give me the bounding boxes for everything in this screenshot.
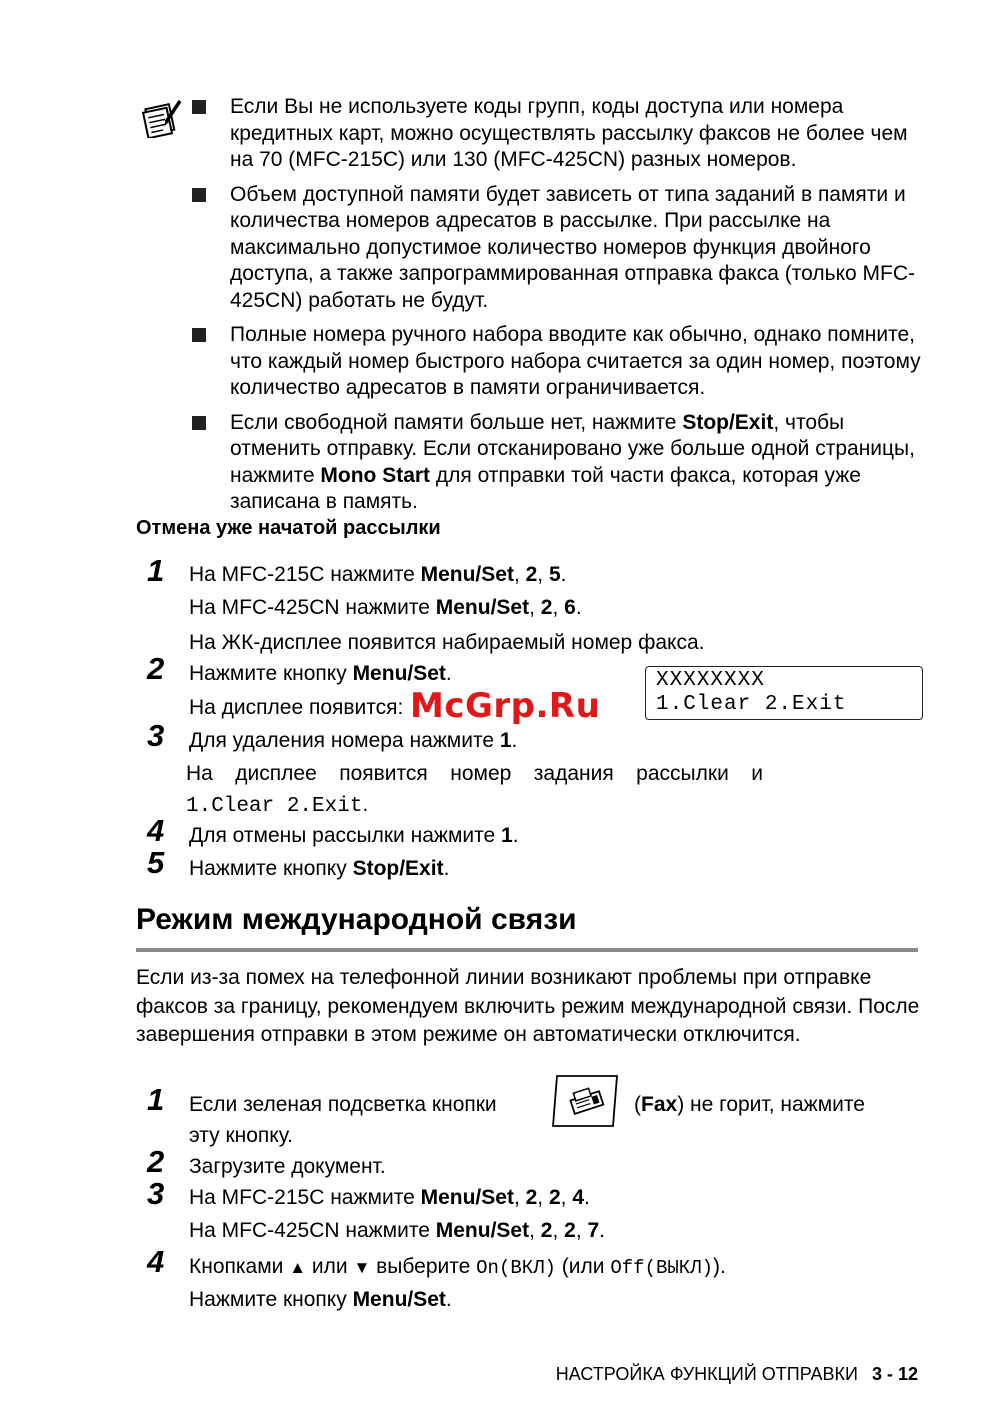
fax-button-icon (551, 1074, 619, 1128)
lcd-line-1: XXXXXXXX (656, 669, 765, 692)
step-line: Кнопками ▲ или ▼ выберите On(ВКЛ) (или Off(ВЫКЛ)). (189, 1255, 726, 1279)
step-number: 2 (147, 1144, 165, 1179)
step-line: На MFC-215C нажмите Menu/Set, 2, 2, 4. (189, 1186, 590, 1209)
page-footer (0, 1364, 918, 1385)
section-title: Режим международной связи (136, 903, 577, 936)
lcd-display (645, 666, 923, 720)
step-number: 1 (147, 1082, 165, 1117)
lcd-line-2: 1.Clear 2.Exit (656, 693, 847, 716)
step-line: (Fax) не горит, нажмите (634, 1093, 865, 1116)
step-line: На MFC-215C нажмите Menu/Set, 2, 5. (189, 563, 567, 586)
step-number: 4 (147, 813, 165, 848)
key-fax: Fax (641, 1093, 678, 1116)
bullet-square-icon (192, 328, 206, 342)
bullet-square-icon (192, 416, 206, 430)
step-line: 1.Clear 2.Exit. (186, 793, 369, 818)
step-line: На дисплее появится номер задания рассылки и (186, 762, 763, 785)
step-line: Загрузите документ. (189, 1155, 386, 1178)
arrow-up-icon: ▲ (289, 1258, 307, 1277)
step-number: 1 (147, 553, 165, 588)
step-number: 5 (147, 845, 165, 880)
step-number: 3 (147, 718, 165, 753)
key-mono-start: Mono Start (320, 463, 431, 487)
note-item (190, 182, 930, 315)
step-line: Нажмите кнопку Menu/Set. (189, 1288, 452, 1311)
note-list (190, 94, 930, 524)
step-number: 4 (147, 1244, 165, 1279)
page-number: 3 - 12 (871, 1364, 918, 1384)
note-item (190, 410, 930, 516)
step-number: 2 (147, 651, 165, 686)
step-line: На MFC-425CN нажмите Menu/Set, 2, 2, 7. (189, 1219, 606, 1242)
bullet-square-icon (192, 100, 206, 114)
step-line: Нажмите кнопку Menu/Set. (189, 662, 452, 685)
step-number: 3 (147, 1176, 165, 1211)
lcd-text: 1.Clear 2.Exit (186, 795, 363, 818)
note-item (190, 94, 930, 174)
step-line: Для удаления номера нажмите 1. (189, 729, 518, 752)
step-line: На ЖК-дисплее появится набираемый номер факса. (189, 631, 705, 654)
subheading-cancel: Отмена уже начатой рассылки (136, 517, 441, 539)
step-line: На MFC-425CN нажмите Menu/Set, 2, 6. (189, 596, 582, 619)
note-pencil-icon (142, 96, 184, 138)
lcd-text: On(ВКЛ) (476, 1257, 556, 1279)
step-line: эту кнопку. (189, 1124, 293, 1147)
step-line: Нажмите кнопку Stop/Exit. (189, 857, 450, 880)
intro-paragraph: Если из-за помех на телефонной линии возникают проблемы при отправке факсов за границу, рекомендуем включить режим международной связи. После завершения отправки в этом режиме он автоматически отключится. (136, 966, 920, 1046)
section-divider (136, 948, 918, 952)
note-text: Полные номера ручного набора вводите как обычно, однако помните, что каждый номер быстрого набора считается за один номер, поэтому количество адресатов в памяти ограничивается. (230, 323, 921, 399)
note-text: Объем доступной памяти будет зависеть от типа заданий в памяти и количества номеров адресатов в рассылке. При рассылке на максимально допустимое количество номеров функция двойного доступа, а также запрограммированная отправка факса (только MFC-425CN) работать не будут. (230, 182, 916, 312)
lcd-text: Off(ВЫКЛ) (610, 1257, 713, 1279)
key-stop-exit: Stop/Exit (682, 410, 774, 434)
step-line: Для отмены рассылки нажмите 1. (189, 824, 519, 847)
step-line: Если зеленая подсветка кнопки (189, 1093, 497, 1116)
watermark: McGrp.Ru (410, 686, 601, 726)
note-item (190, 322, 930, 402)
arrow-down-icon: ▼ (353, 1258, 371, 1277)
footer-section: НАСТРОЙКА ФУНКЦИЙ ОТПРАВКИ (555, 1364, 858, 1384)
step-line: На дисплее появится: (189, 696, 404, 719)
note-text: Если Вы не используете коды групп, коды доступа или номера кредитных карт, можно осуществлять рассылку факсов не более чем на 70 (MFC-215C) или 130 (MFC-425CN) разных номеров. (230, 95, 908, 171)
bullet-square-icon (192, 188, 206, 202)
note-text: Если свободной памяти больше нет, нажмите Stop/Exit, чтобы отменить отправку. Если отсканировано уже больше одной страницы, нажмите Mono Start для отправки той части факса, которая уже записана в память. (230, 410, 915, 513)
